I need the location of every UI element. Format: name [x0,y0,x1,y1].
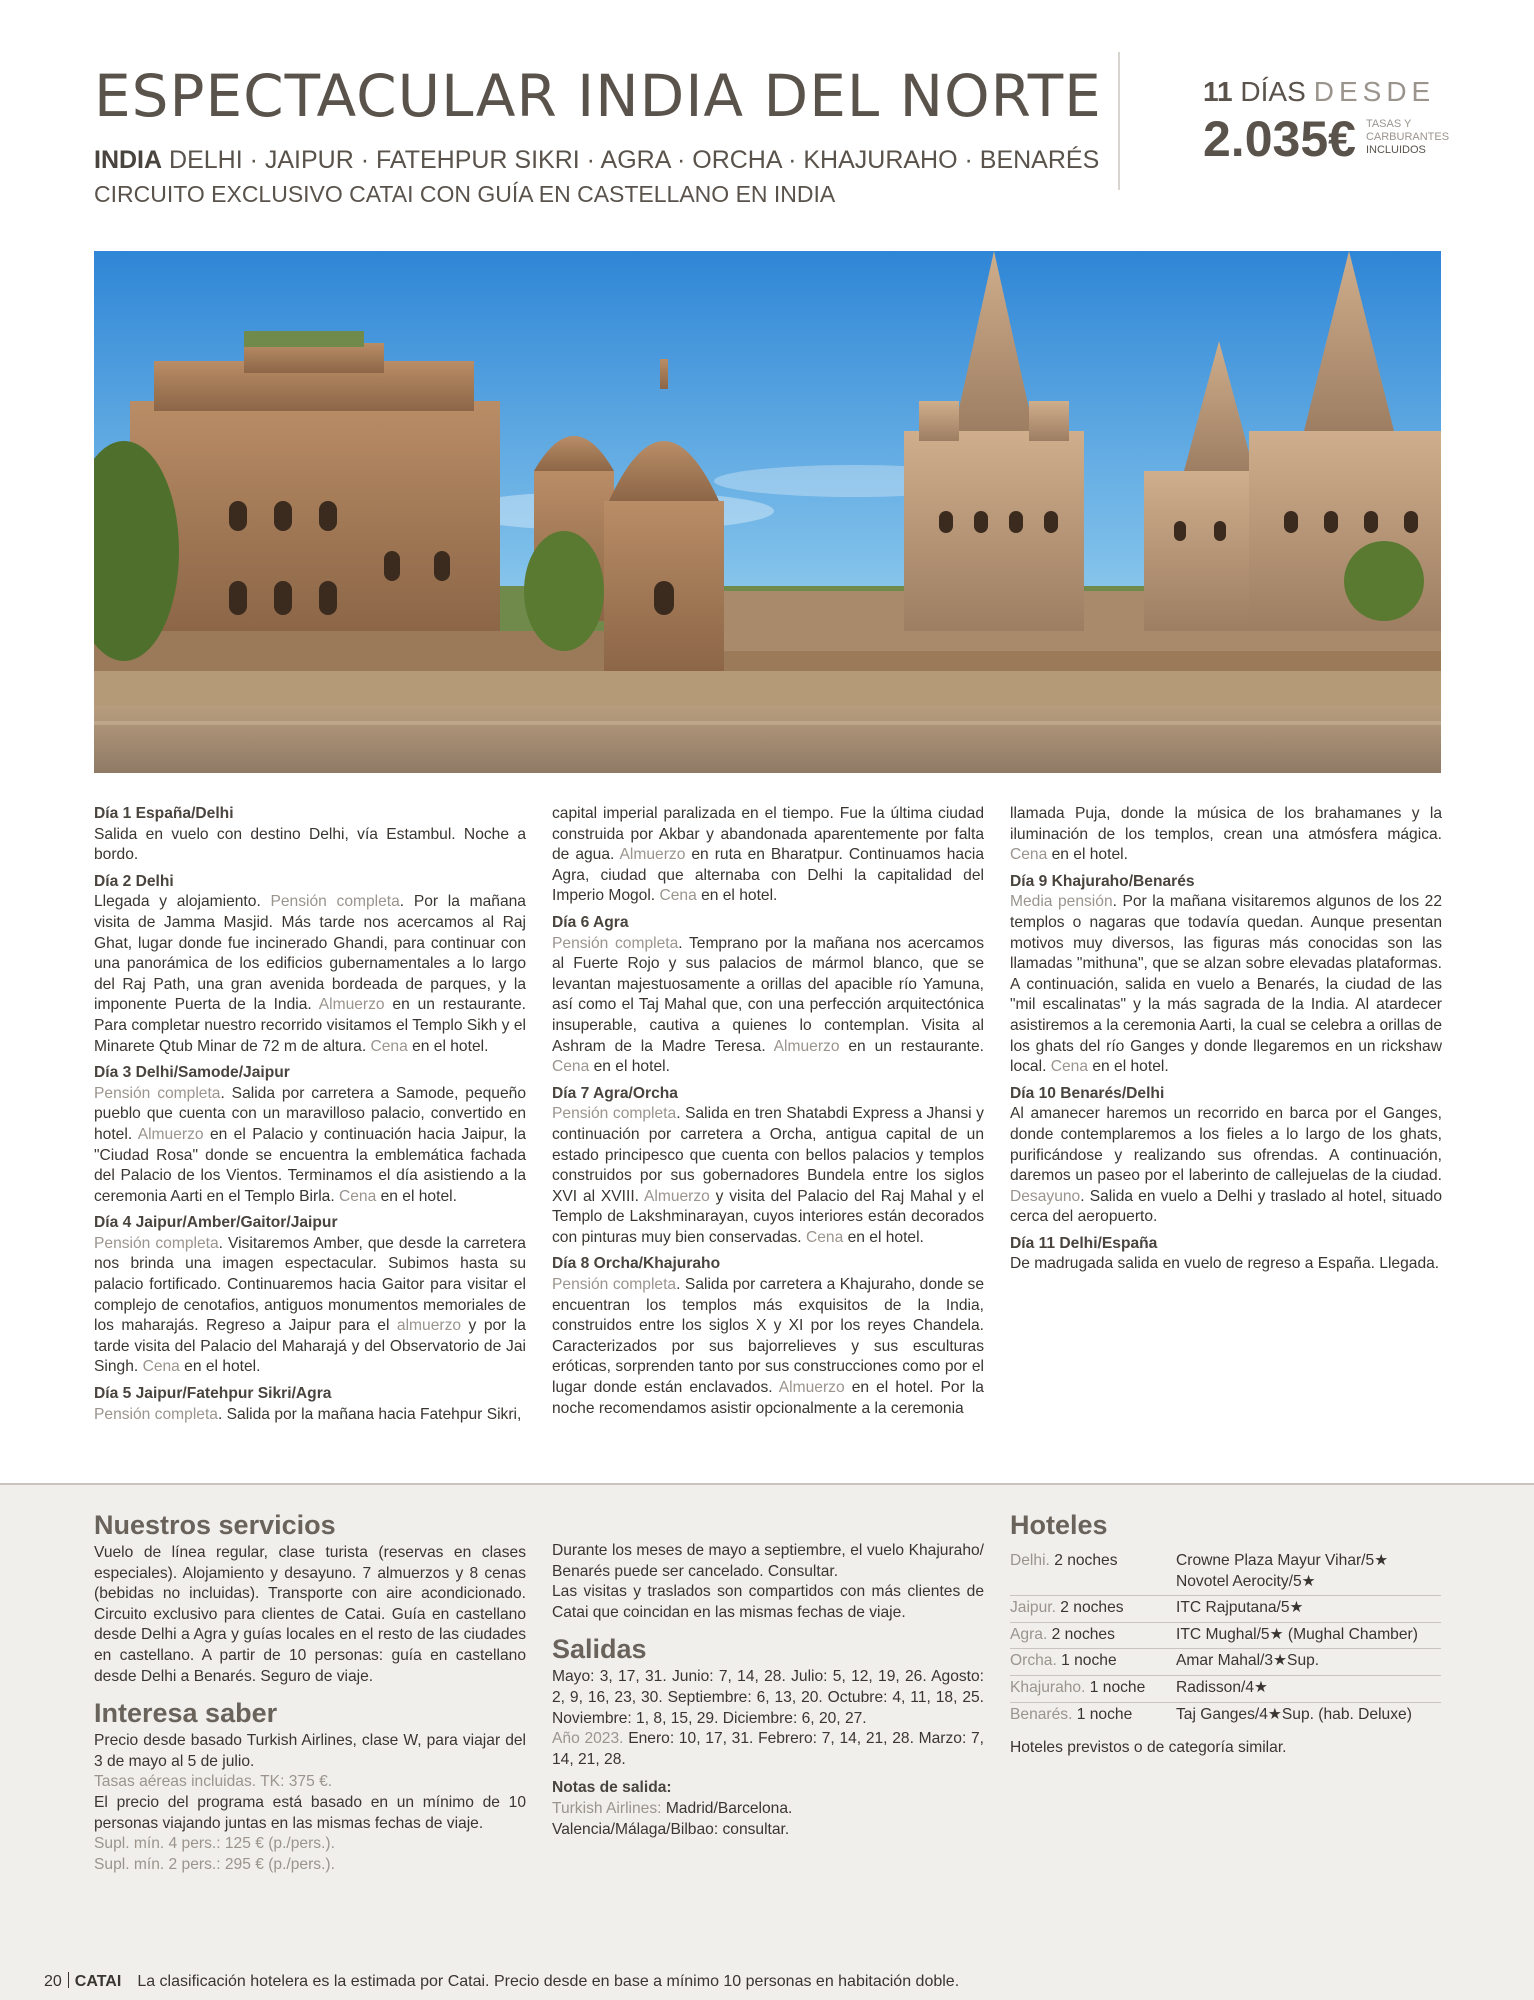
salidas-notes-2: Valencia/Málaga/Bilbao: consultar. [552,1820,790,1838]
days-unit: DÍAS [1240,76,1306,107]
footer-brand: CATAI [74,1973,122,1990]
salidas-notes-1: Turkish Airlines: Madrid/Barcelona. [552,1799,793,1817]
route-line [94,144,1100,176]
table-row: Khajuraho. 1 noche Radisson/4★ [1010,1675,1441,1702]
price-box [1203,74,1503,166]
page-header [94,62,1102,210]
table-row: Jaipur. 2 noches ITC Rajputana/5★ [1010,1596,1441,1623]
page-title: ESPECTACULAR INDIA DEL NORTE [94,62,1102,130]
price-notes [1366,118,1449,157]
page-footer [44,1972,959,1992]
day-1-text: Salida en vuelo con destino Delhi, vía Estambul. Noche a bordo. [94,825,526,864]
days-number: 11 [1203,76,1233,107]
footer-note: La clasificación hotelera es la estimada por Catai. Precio desde en base a mínimo 10 personas en habitación doble. [137,1973,960,1990]
day-2-text: Llegada y alojamiento. Pensión completa. Por la mañana visita de Jamma Masjid. Más tarde nos acercamos al Raj Ghat, lugar donde fue incinerado Ghandi, para continuar con una panorámica de los edificios gubernamentales a lo largo del Raj Path, una gran avenida bordeada de parques, y la imponente Puerta de la India. Almuerzo en un restaurante. Para completar nuestro recorrido visitamos el Templo Sikh y el Minarete Qtub Minar de 72 m de altura. Cena en el hotel. [94,893,527,1055]
day-1-title: Día 1 España/Delhi [94,805,234,822]
day-10-text: Al amanecer haremos un recorrido en barca por el Ganges, donde contemplaremos a los fieles a lo largo de los ghats, purificándose y realizando sus ofrendas. A continuación, daremos un paseo por el laberinto de callejuelas de la ciudad. Desayuno. Salida en vuelo a Delhi y traslado al hotel, situado cerca del aeropuerto. [1010,1105,1442,1226]
day-11-title: Día 11 Delhi/España [1010,1234,1158,1252]
route-country: INDIA [94,146,163,174]
services-text-3: Las visitas y traslados son compartidos con más clientes de Catai que coincidan en las mismas fechas de viaje. [552,1583,984,1621]
info-column-2 [552,1541,984,1840]
interesa-supl-2: Supl. mín. 2 pers.: 295 € (p./pers.). [94,1855,335,1873]
day-4-text: Pensión completa. Visitaremos Amber, que desde la carretera nos brinda una imagen espectacular. Subimos hasta su palacio fortificado. Continuaremos hacia Gaitor para visitar el complejo de cenotafios, antiguos monumentos memoriales de los maharajás. Regreso a Jaipur para el almuerzo y por la tarde visita del Palacio del Maharajá y del Observatorio de Jai Singh. Cena en el hotel. [94,1234,526,1376]
hero-photo [94,251,1441,773]
route-cities: DELHI · JAIPUR · FATEHPUR SIKRI · AGRA · ORCHA · KHAJURAHO · BENARÉS [169,146,1100,174]
price-note-2: CARBURANTES [1365,131,1450,143]
day-6-title: Día 6 Agra [552,913,629,931]
interesa-taxes: Tasas aéreas incluidas. TK: 375 €. [94,1773,333,1791]
info-column-1 [94,1509,526,1875]
day-3-text: Pensión completa. Salida por carretera a Samode, pequeño pueblo que cuenta con un maravilloso palacio, convertido en hotel. Almuerzo en el Palacio y continuación hacia Jaipur, la "Ciudad Rosa" donde se encuentra la emblemática fachada del Palacio de los Vientos. Terminamos el día asistiendo a la ceremonia Aarti en el Templo Birla. Cena en el hotel. [94,1084,526,1205]
services-heading: Nuestros servicios [94,1510,336,1540]
hotels-note: Hoteles previstos o de categoría similar. [1010,1739,1287,1757]
price-note-1: TASAS Y [1365,118,1412,130]
table-row: Delhi. 2 noches Crowne Plaza Mayur Vihar/5★ Novotel Aerocity/5★ [1010,1549,1441,1596]
footer-separator [68,1972,69,1988]
interesa-text-2: El precio del programa está basado en un mínimo de 10 personas viajando juntas en las mismas fechas de viaje. [94,1793,526,1832]
day-6-text: Pensión completa. Temprano por la mañana nos acercamos al Fuerte Rojo y sus palacios de mármol blanco, que se levantan majestuosamente a orillas del apacible río Yamuna, así como el Taj Mahal que, con una perfección arquitectónica insuperable, cautiva a quienes lo contemplan. Visita al Ashram de la Madre Teresa. Almuerzo en un restaurante. Cena en el hotel. [552,934,984,1076]
day-8-title: Día 8 Orcha/Khajuraho [552,1255,721,1273]
day-7-title: Día 7 Agra/Orcha [552,1084,678,1102]
salidas-dates: Mayo: 3, 17, 31. Junio: 7, 14, 28. Julio: 5, 12, 19, 26. Agosto: 2, 9, 16, 23, 30. Septiembre: 6, 13, 20. Octubre: 4, 11, 18, 25. Noviembre: 1, 8, 15, 29. Diciembre: 6, 20, 27. [552,1668,984,1727]
salidas-notes-heading: Notas de salida: [552,1779,672,1797]
itinerary-column-1 [94,804,526,1425]
info-panel [0,1483,1534,2000]
day-8-text-cont: llamada Puja, donde la música de los brahamanes y la iluminación de los templos, crean una atmósfera mágica. Cena en el hotel. [1010,805,1442,864]
day-7-text: Pensión completa. Salida en tren Shatabdi Express a Jhansi y continuación por carretera a Orcha, antigua capital de un estado principesco que cuenta con bellos palacios y templos construidos por sus gobernadores Bundela entre los siglos XVI al XVIII. Almuerzo y visita del Palacio del Raj Mahal y el Templo de Lakshminarayan, cuyos interiores están decorados con pinturas muy bien conservadas. Cena en el hotel. [552,1105,984,1246]
salidas-heading: Salidas [552,1634,647,1665]
temples-landscape-photo-icon [94,251,1441,773]
page-subtitle: CIRCUITO EXCLUSIVO CATAI CON GUÍA EN CASTELLANO EN INDIA [94,181,836,207]
day-10-title: Día 10 Benarés/Delhi [1010,1084,1165,1102]
table-row: Benarés. 1 noche Taj Ganges/4★Sup. (hab. Deluxe) [1010,1705,1412,1723]
info-column-3 [1010,1509,1441,1759]
interesa-heading: Interesa saber [94,1698,278,1729]
salidas-dates-2023: Año 2023. Enero: 10, 17, 31. Febrero: 7, 14, 21, 28. Marzo: 7, 14, 21, 28. [552,1730,985,1768]
table-row: Orcha. 1 noche Amar Mahal/3★Sup. [1010,1649,1441,1676]
day-5-text-start: Pensión completa. Salida por la mañana hacia Fatehpur Sikri, [94,1405,522,1423]
day-8-text-start: Pensión completa. Salida por carretera a Khajuraho, donde se encuentran los templos más exquisitos de la India, construidos entre los siglos X y XI por los reyes Chandela. Caracterizados por sus bajorrelieves y sus esculturas eróticas, sorprenden tanto por sus construcciones como por el lugar donde están enclavados. Almuerzo en el hotel. Por la noche recomendamos asistir opcionalmente a la ceremonia [552,1276,984,1417]
day-4-title: Día 4 Jaipur/Amber/Gaitor/Jaipur [94,1214,338,1232]
hotels-heading: Hoteles [1010,1510,1108,1540]
day-5-title: Día 5 Jaipur/Fatehpur Sikri/Agra [94,1385,332,1403]
itinerary-column-2 [552,804,984,1419]
itinerary-column-3 [1010,804,1442,1275]
services-text-2: Durante los meses de mayo a septiembre, el vuelo Khajuraho/ Benarés puede ser cancelado. Consultar. [552,1542,984,1580]
price-note-3: INCLUIDOS [1365,144,1426,156]
table-row: Agra. 2 noches ITC Mughal/5★ (Mughal Chamber) [1010,1622,1441,1649]
services-text: Vuelo de línea regular, clase turista (reservas en clases especiales). Alojamiento y desayuno. 7 almuerzos y 8 cenas (bebidas no incluidas). Transporte con aire acondicionado. Circuito exclusivo para clientes de Catai. Guía en castellano desde Delhi a Agra y guías locales en el resto de las ciudades en castellano. A partir de 10 personas: guía en castellano desde Delhi a Benarés. Seguro de viaje. [94,1544,526,1685]
days-count [1203,74,1503,110]
day-9-text: Media pensión. Por la mañana visitaremos algunos de los 22 templos o nagaras que todavía quedan. Aunque presentan motivos muy diversos, las figuras más conocidas son las llamadas "mithuna", que se alzan sobre elevadas plataformas. A continuación, salida en vuelo a Benarés, la ciudad de las "mil escalinatas" y la más sagrada de la India. Al atardecer asistiremos a la ceremonia Aarti, la cual se celebra a orillas de los ghats del río Ganges y donde llegaremos en un rickshaw local. Cena en el hotel. [1010,893,1442,1076]
hotels-table [1010,1549,1441,1728]
interesa-supl-4: Supl. mín. 4 pers.: 125 € (p./pers.). [94,1835,335,1853]
page-number: 20 [44,1973,62,1990]
header-divider [1118,52,1120,190]
day-5-text-cont: capital imperial paralizada en el tiempo. Fue la última ciudad construida por Akbar y abandonada aparentemente por falta de agua. Almuerzo en ruta en Bharatpur. Continuamos hacia Agra, ciudad que alternaba con Delhi la capitalidad del Imperio Mogol. Cena en el hotel. [552,805,985,905]
price-value: 2.035€ [1203,111,1356,167]
day-9-title: Día 9 Khajuraho/Benarés [1010,872,1195,890]
day-2-title: Día 2 Delhi [94,872,174,890]
day-11-text: De madrugada salida en vuelo de regreso a España. Llegada. [1010,1255,1440,1273]
day-3-title: Día 3 Delhi/Samode/Jaipur [94,1064,290,1082]
price-from-label: DESDE [1313,76,1436,107]
interesa-text-1: Precio desde basado Turkish Airlines, clase W, para viajar del 3 de mayo al 5 de julio. [94,1732,526,1770]
